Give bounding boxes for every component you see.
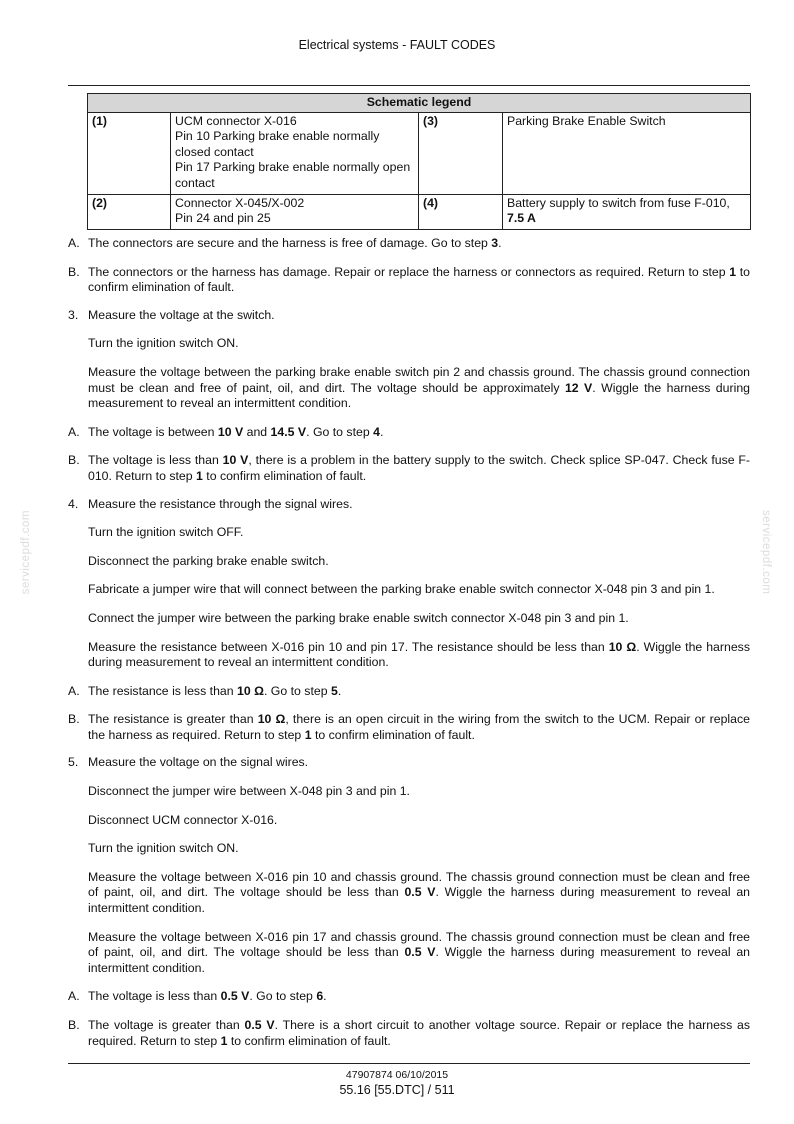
- result-option: [68, 265, 750, 296]
- instruction: Disconnect the parking brake enable switch.: [88, 553, 329, 568]
- option-label: B.: [68, 1018, 80, 1032]
- instruction: Disconnect UCM connector X-016.: [88, 812, 278, 827]
- result-option: [68, 684, 750, 700]
- legend-number: (4): [419, 194, 503, 229]
- legend-title: Schematic legend: [88, 94, 751, 113]
- option-label: A.: [68, 683, 80, 698]
- step-title: Measure the voltage on the signal wires.: [88, 755, 309, 770]
- step-number: 3.: [68, 307, 79, 322]
- legend-description: [503, 194, 751, 229]
- result-option: [68, 236, 750, 252]
- watermark-left: servicepdf.com: [20, 510, 32, 595]
- step-title: Measure the resistance through the signal wires.: [88, 496, 353, 511]
- legend-number: (2): [88, 194, 171, 229]
- instruction: Disconnect the jumper wire between X-048 pin 3 and pin 1.: [88, 784, 410, 799]
- option-text: The voltage is less than 0.5 V. Go to step 6.: [88, 989, 327, 1004]
- result-option: [68, 425, 750, 441]
- result-option: [68, 712, 750, 743]
- page-header-title: Electrical systems - FAULT CODES: [298, 38, 496, 52]
- step-3-heading: [68, 308, 750, 324]
- option-text: The voltage is greater than 0.5 V. There is a short circuit to another voltage source. Repair or replace the harness as required. Return to step 1 to confirm elimination of fault.: [88, 1018, 750, 1048]
- option-label: A.: [68, 424, 80, 439]
- legend-row: [88, 112, 751, 194]
- instruction: Measure the voltage between X-016 pin 10 and chassis ground. The chassis ground connection must be clean and free of paint, oil, and dirt. The voltage should be less than 0.5 V. Wiggle the harness during measurement to reveal an intermittent condition.: [88, 869, 750, 916]
- legend-number: (3): [419, 112, 503, 194]
- watermark-right: servicepdf.com: [760, 510, 772, 595]
- procedure-content: [68, 236, 750, 1049]
- step-number: 5.: [68, 755, 79, 770]
- instruction: Connect the jumper wire between the parking brake enable switch connector X-048 pin 3 and pin 1.: [88, 610, 629, 625]
- legend-description-line: Pin 17 Parking brake enable normally open contact: [175, 160, 411, 190]
- option-label: B.: [68, 712, 80, 727]
- option-text: The connectors are secure and the harness is free of damage. Go to step 3.: [88, 236, 502, 250]
- legend-description-line: Pin 24 and pin 25: [175, 211, 271, 226]
- result-option: [68, 989, 750, 1005]
- footer-document-number: 47907874 06/10/2015: [345, 1069, 449, 1081]
- option-label: A.: [68, 989, 80, 1004]
- schematic-legend-table: [87, 93, 751, 230]
- header-rule: [68, 85, 750, 86]
- instruction: Turn the ignition switch OFF.: [88, 525, 244, 540]
- option-text: The connectors or the harness has damage. Repair or replace the harness or connectors as required. Return to step 1 to confirm elimination of fault.: [88, 264, 750, 295]
- instruction: Measure the voltage between X-016 pin 17 and chassis ground. The chassis ground connection must be clean and free of paint, oil, and dirt. The voltage should be less than 0.5 V. Wiggle the harness during measurement to reveal an intermittent condition.: [88, 929, 750, 975]
- instruction: Fabricate a jumper wire that will connect between the parking brake enable switch connector X-048 pin 3 and pin 1.: [88, 582, 715, 597]
- legend-description: [171, 194, 419, 229]
- step-number: 4.: [68, 496, 79, 511]
- instruction: Measure the voltage between the parking brake enable switch pin 2 and chassis ground. The chassis ground connection must be clean and free of paint, oil, and dirt. The voltage should be approximately 12 V. Wiggle the harness during measurement to reveal an intermittent condition.: [88, 364, 750, 411]
- instruction: Turn the ignition switch ON.: [88, 336, 239, 351]
- instruction: Measure the resistance between X-016 pin 10 and pin 17. The resistance should be less than 10 Ω. Wiggle the harness during measurement to reveal an intermittent condition.: [88, 639, 750, 670]
- option-text: The resistance is greater than 10 Ω, there is an open circuit in the wiring from the switch to the UCM. Repair or replace the harness as required. Return to step 1 to confirm elimination of fault.: [88, 712, 750, 742]
- legend-description: [171, 112, 419, 194]
- option-label: A.: [68, 236, 80, 250]
- legend-description-line: UCM connector X-016: [175, 113, 297, 128]
- step-5-heading: [68, 755, 750, 771]
- option-label: B.: [68, 264, 80, 279]
- step-4-heading: [68, 497, 750, 513]
- result-option: [68, 1018, 750, 1049]
- result-option: [68, 453, 750, 484]
- legend-row: [88, 194, 751, 229]
- option-text: The voltage is less than 10 V, there is a problem in the battery supply to the switch. Check splice SP-047. Check fuse F-010. Return to step 1 to confirm elimination of fault.: [88, 453, 751, 483]
- instruction: Turn the ignition switch ON.: [88, 841, 239, 856]
- legend-description-line: Battery supply to switch from fuse F-010,: [507, 195, 730, 210]
- legend-description-line: Connector X-045/X-002: [175, 195, 305, 210]
- legend-description: Parking Brake Enable Switch: [503, 112, 751, 194]
- option-text: The voltage is between 10 V and 14.5 V. Go to step 4.: [88, 424, 384, 439]
- legend-description-line: Pin 10 Parking brake enable normally closed contact: [175, 129, 380, 159]
- option-label: B.: [68, 453, 80, 468]
- footer-page-number: 55.16 [55.DTC] / 511: [339, 1083, 455, 1097]
- legend-number: (1): [88, 112, 171, 194]
- legend-description-bold: 7.5 A: [507, 211, 536, 226]
- option-text: The resistance is less than 10 Ω. Go to step 5.: [88, 683, 342, 698]
- step-title: Measure the voltage at the switch.: [88, 307, 275, 322]
- footer-rule: [68, 1063, 750, 1064]
